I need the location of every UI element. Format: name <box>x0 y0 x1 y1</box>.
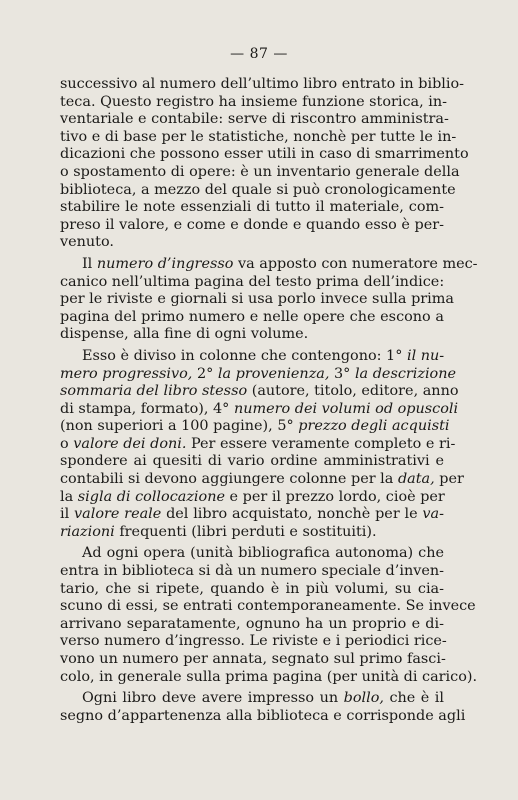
text-segment: stabilire le note essenziali di tutto il materiale, com- <box>60 199 444 216</box>
paragraph <box>60 545 478 686</box>
text-segment: Ad ogni opera (unità bibliografica autonoma) che <box>82 545 444 562</box>
text-line <box>60 326 444 344</box>
text-line <box>60 690 444 708</box>
text-line <box>60 309 444 327</box>
italic-text: prezzo degli acquisti <box>298 418 450 435</box>
text-segment: frequenti (libri perduti e sostituiti). <box>114 523 377 540</box>
text-segment: teca. Questo registro ha insieme funzione storica, in- <box>60 93 448 110</box>
paragraph <box>60 255 478 344</box>
text-line <box>60 163 460 182</box>
italic-text: numero d’ingresso <box>96 255 234 272</box>
text-line <box>60 545 444 563</box>
italic-text: numero dei volumi od opuscoli <box>233 400 459 417</box>
text-segment: colo, in generale sulla prima pagina (per unità di carico). <box>60 668 478 685</box>
italic-text: sommaria del libro stesso <box>60 383 248 400</box>
text-segment: ventariale e contabile: serve di riscontro amministra- <box>60 111 449 128</box>
text-segment: Esso è diviso in colonne che contengono: 1° <box>82 347 407 364</box>
italic-text: valore dei doni. <box>73 435 187 452</box>
text-segment: dispense, alla fine di ogni volume. <box>60 326 309 343</box>
text-segment: scuno di essi, se entrati contemporaneamente. Se invece <box>60 598 476 615</box>
text-line <box>60 383 459 401</box>
page-number: — 87 — <box>230 46 288 62</box>
text-segment: contabili si devono aggiungere colonne per la <box>60 471 398 488</box>
text-line <box>60 365 456 384</box>
text-segment: canico nell’ultima pagina del testo prima dell’indice: <box>60 273 445 290</box>
text-segment: dicazioni che possono esser utili in caso di smarrimento <box>60 146 469 163</box>
text-segment: 2° <box>192 365 218 382</box>
text-line <box>60 563 444 581</box>
text-line <box>60 651 444 669</box>
paragraph <box>60 76 469 252</box>
text-segment: per <box>434 471 464 488</box>
text-line <box>60 524 444 542</box>
paragraph <box>60 690 466 725</box>
text-line <box>60 668 478 687</box>
italic-text: data, <box>397 471 435 488</box>
text-line <box>60 400 459 419</box>
text-segment: tivo e di base per le statistiche, nonchè per tutte le in- <box>60 128 457 145</box>
italic-text: riazioni <box>60 523 115 540</box>
text-segment: o <box>60 435 74 452</box>
text-segment: tario, che si ripete, quando è in più volumi, su cia- <box>60 580 444 597</box>
text-segment: (autore, titolo, editore, anno <box>247 383 459 400</box>
text-line <box>60 217 444 235</box>
italic-text: sigla di collocazione <box>77 488 225 505</box>
text-line <box>60 581 444 599</box>
text-segment: venuto. <box>60 234 114 251</box>
paragraph <box>60 347 464 542</box>
text-segment: del libro acquistato, nonchè per le <box>161 506 423 523</box>
text-line <box>60 616 444 634</box>
italic-text: la provenienza, <box>217 365 330 382</box>
text-segment: segno d’appartenenza alla biblioteca e corrisponde agli <box>60 707 466 724</box>
text-segment: (non superiori a 100 pagine), 5° <box>60 418 299 435</box>
text-segment: arrivano separatamente, ognuno ha un proprio e di- <box>60 615 444 632</box>
text-line <box>60 489 444 507</box>
text-segment: e per il prezzo lordo, cioè per <box>224 488 445 505</box>
text-line <box>60 471 464 489</box>
italic-text: il nu- <box>406 347 445 364</box>
body-text <box>60 76 478 725</box>
text-line <box>60 707 466 726</box>
text-line <box>60 199 444 217</box>
text-segment: Ogni libro deve avere impresso un <box>82 690 344 707</box>
text-line <box>60 598 476 616</box>
text-segment: Il <box>82 255 97 272</box>
text-line <box>60 255 478 274</box>
text-segment: che è il <box>383 690 444 707</box>
text-line <box>60 274 444 292</box>
text-segment: 3° <box>329 365 355 382</box>
text-segment: entra in biblioteca si dà un numero speciale d’inven- <box>60 563 444 580</box>
text-line <box>60 146 469 164</box>
text-line <box>60 348 444 366</box>
text-line <box>60 76 465 94</box>
italic-text: valore reale <box>74 506 162 523</box>
text-line <box>60 435 456 454</box>
italic-text: bollo, <box>343 690 384 707</box>
text-line <box>60 291 454 309</box>
text-line <box>60 453 444 471</box>
text-segment: per le riviste e giornali si usa porlo invece sulla prima <box>60 291 454 308</box>
text-segment: la <box>60 488 78 505</box>
text-line <box>60 111 449 129</box>
italic-text: mero progressivo, <box>60 365 193 382</box>
text-segment: o spostamento di opere: è un inventario generale della <box>60 163 460 180</box>
text-segment: pagina del primo numero e nelle opere che escono a <box>60 308 444 325</box>
text-line <box>60 93 448 112</box>
text-segment: il <box>60 506 75 523</box>
text-segment: vono un numero per annata, segnato sul primo fasci- <box>60 651 446 667</box>
italic-text: va- <box>422 506 444 523</box>
text-segment: preso il valore, e come e donde e quando esso è per- <box>60 216 444 233</box>
text-line <box>60 633 447 651</box>
italic-text: la descrizione <box>354 365 456 382</box>
text-line <box>60 418 450 436</box>
text-line <box>60 181 456 200</box>
text-segment: successivo al numero dell’ultimo libro entrato in biblio- <box>60 76 465 92</box>
text-segment: biblioteca, a mezzo del quale si può cronologicamente <box>60 181 456 198</box>
text-segment: verso numero d’ingresso. Le riviste e i periodici rice- <box>60 633 447 650</box>
text-line <box>60 234 444 252</box>
text-segment: va apposto con numeratore mec- <box>233 255 478 272</box>
text-line <box>60 128 457 147</box>
text-segment: di stampa, formato), 4° <box>60 400 234 417</box>
text-segment: spondere ai quesiti di vario ordine amministrativi e <box>60 453 444 470</box>
text-line <box>60 506 444 524</box>
text-segment: Per essere veramente completo e ri- <box>186 435 456 452</box>
